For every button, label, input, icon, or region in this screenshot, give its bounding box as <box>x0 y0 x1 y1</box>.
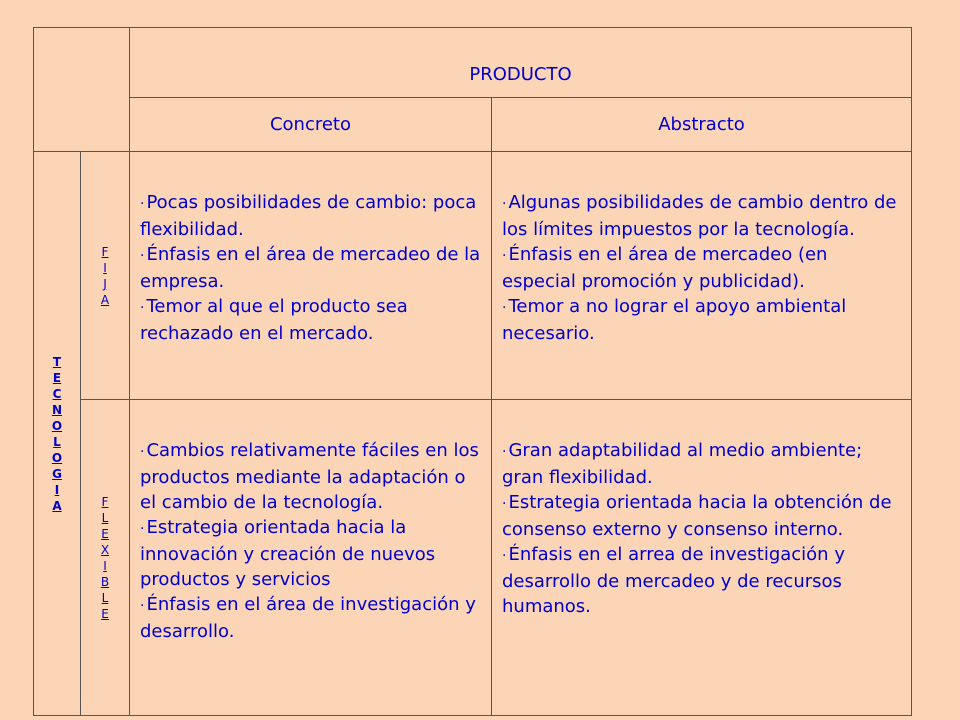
product-technology-matrix <box>33 27 912 716</box>
technology-label <box>34 152 81 716</box>
list-item-text: Cambios relativamente fáciles en los productos mediante la adaptación o el cambio de la tecnología. <box>140 440 479 513</box>
fixed-concrete-list <box>140 190 485 346</box>
fixed-abstract-list <box>502 190 905 346</box>
list-item-text: Temor a no lograr el apoyo ambiental necesario. <box>502 296 847 344</box>
vertical-letter: I <box>103 558 107 573</box>
list-item-text: Estrategia orientada hacia la innovación y creación de nuevos productos y servicios <box>140 517 436 590</box>
list-item <box>140 294 485 346</box>
vertical-letter: E <box>52 370 62 385</box>
flexible-label <box>81 400 130 716</box>
list-item <box>140 242 485 294</box>
list-item <box>502 438 905 490</box>
bullet-icon: · <box>502 196 507 212</box>
list-item <box>502 242 905 294</box>
list-item <box>502 490 905 542</box>
list-item-text: Gran adaptabilidad al medio ambiente; gran flexibilidad. <box>502 440 863 488</box>
vertical-letter: G <box>52 466 62 481</box>
vertical-letter: O <box>51 450 63 465</box>
bullet-icon: · <box>502 496 507 512</box>
vertical-letter: X <box>100 542 110 557</box>
bullet-icon: · <box>140 444 145 460</box>
bullet-icon: · <box>140 521 145 537</box>
flexible-abstract-list <box>502 438 905 619</box>
vertical-letter: O <box>51 418 63 433</box>
list-item-text: Algunas posibilidades de cambio dentro de los límites impuestos por la tecnología. <box>502 192 897 240</box>
list-item <box>140 190 485 242</box>
bullet-icon: · <box>140 300 145 316</box>
vertical-letter: A <box>52 498 62 513</box>
fixed-letters <box>81 244 129 308</box>
vertical-letter: J <box>103 276 107 291</box>
vertical-letter: F <box>101 244 109 259</box>
bullet-icon: · <box>140 196 145 212</box>
vertical-letter: L <box>101 510 109 525</box>
flexible-letters <box>81 494 129 622</box>
vertical-letter: L <box>53 434 61 449</box>
cell-flexible-concrete <box>130 400 492 716</box>
product-header-label: PRODUCTO <box>469 64 572 85</box>
vertical-letter: L <box>101 590 109 605</box>
corner-cell <box>34 28 130 152</box>
cell-fixed-concrete <box>130 152 492 400</box>
bullet-icon: · <box>140 598 145 614</box>
bullet-icon: · <box>502 548 507 564</box>
vertical-letter: E <box>101 606 109 621</box>
flexible-concrete-list <box>140 438 485 644</box>
fixed-label <box>81 152 130 400</box>
list-item-text: Énfasis en el área de mercadeo (en especial promoción y publicidad). <box>502 244 828 292</box>
vertical-letter: C <box>52 386 62 401</box>
abstract-header: Abstracto <box>492 98 912 152</box>
list-item <box>140 515 485 592</box>
vertical-letter: E <box>101 526 109 541</box>
product-header <box>130 28 912 98</box>
list-item-text: Énfasis en el área de mercadeo de la empresa. <box>140 244 481 292</box>
vertical-letter: A <box>100 292 110 307</box>
list-item <box>502 542 905 619</box>
list-item <box>502 190 905 242</box>
concrete-header: Concreto <box>130 98 492 152</box>
list-item-text: Énfasis en el área de investigación y desarrollo. <box>140 594 476 642</box>
list-item-text: Pocas posibilidades de cambio: poca flexibilidad. <box>140 192 477 240</box>
vertical-letter: T <box>52 354 62 369</box>
list-item <box>140 438 485 515</box>
list-item-text: Estrategia orientada hacia la obtención de consenso externo y consenso interno. <box>502 492 892 540</box>
list-item-text: Énfasis en el arrea de investigación y desarrollo de mercadeo y de recursos humanos. <box>502 544 845 617</box>
list-item-text: Temor al que el producto sea rechazado en el mercado. <box>140 296 408 344</box>
bullet-icon: · <box>502 444 507 460</box>
technology-letters <box>34 354 80 514</box>
cell-flexible-abstract <box>492 400 912 716</box>
vertical-letter: I <box>54 482 60 497</box>
bullet-icon: · <box>140 248 145 264</box>
cell-fixed-abstract <box>492 152 912 400</box>
list-item <box>140 592 485 644</box>
vertical-letter: I <box>103 260 107 275</box>
list-item <box>502 294 905 346</box>
vertical-letter: N <box>51 402 63 417</box>
vertical-letter: B <box>100 574 110 589</box>
bullet-icon: · <box>502 300 507 316</box>
bullet-icon: · <box>502 248 507 264</box>
vertical-letter: F <box>101 494 109 509</box>
